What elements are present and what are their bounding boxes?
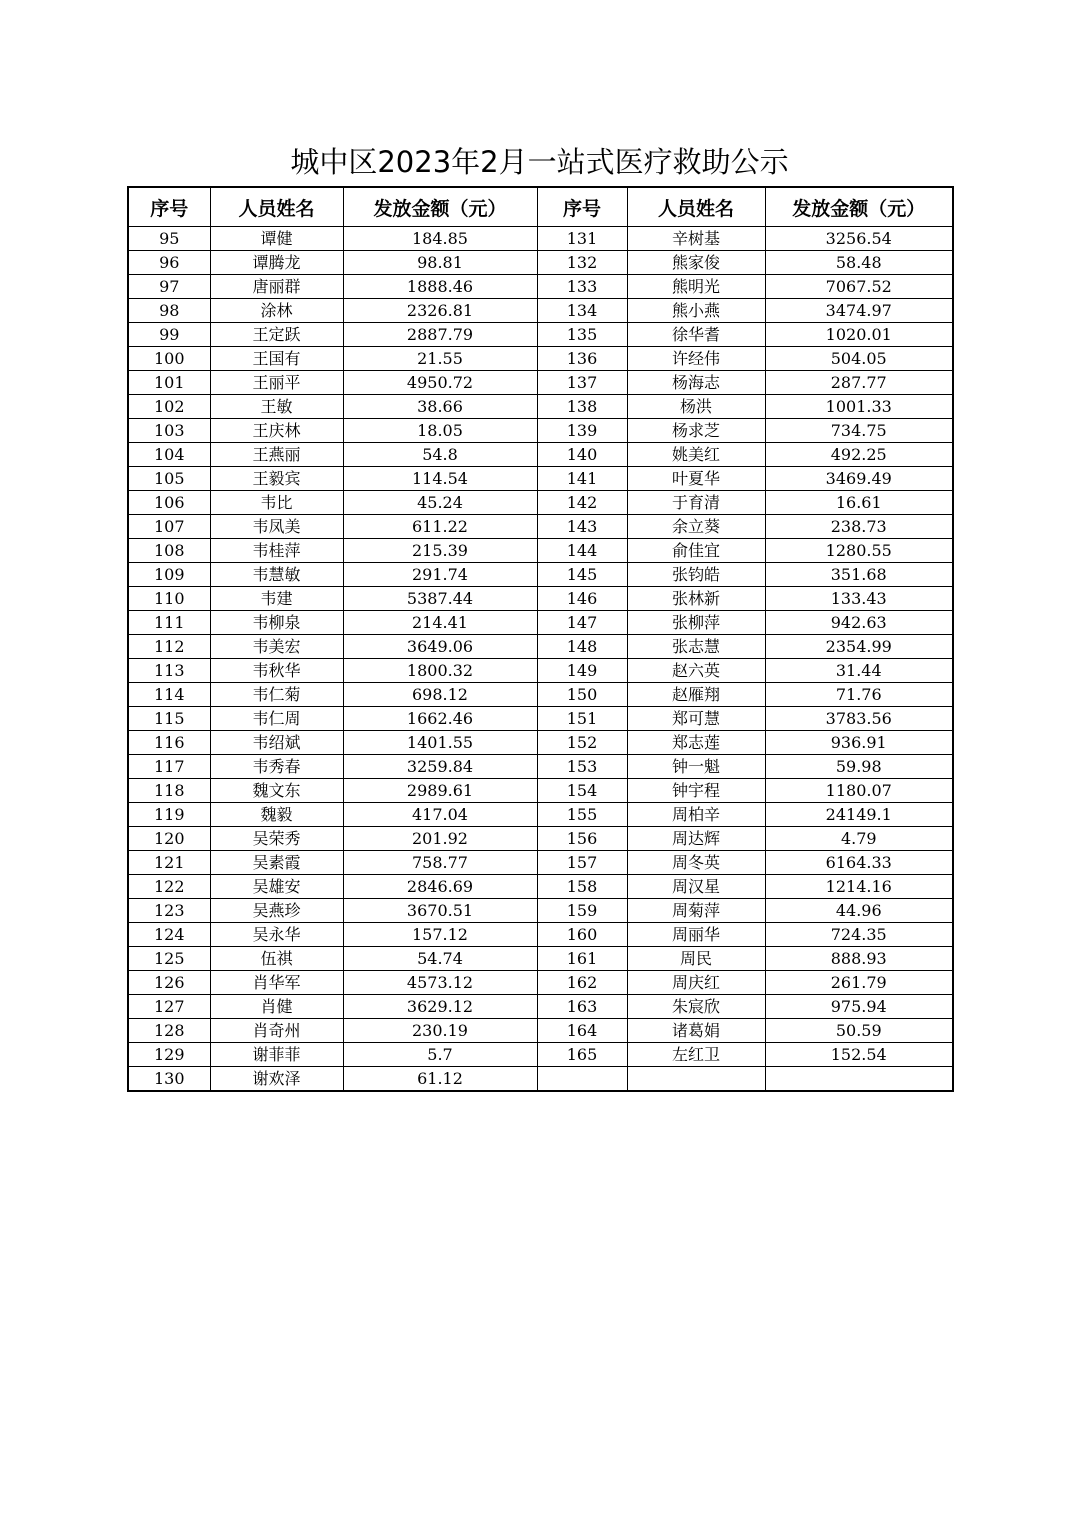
name-cell: 韦秀春 <box>210 755 343 779</box>
amount-cell: 2887.79 <box>343 323 537 347</box>
name-cell: 王敏 <box>210 395 343 419</box>
name-cell: 周汉星 <box>627 875 765 899</box>
amount-cell: 3649.06 <box>343 635 537 659</box>
serial-cell: 157 <box>537 851 627 875</box>
name-cell: 肖健 <box>210 995 343 1019</box>
amount-cell: 4950.72 <box>343 371 537 395</box>
amount-cell: 4.79 <box>765 827 953 851</box>
column-header-amount-right: 发放金额（元） <box>765 187 953 227</box>
serial-cell: 113 <box>128 659 210 683</box>
name-cell: 王庆林 <box>210 419 343 443</box>
serial-cell: 148 <box>537 635 627 659</box>
serial-cell: 164 <box>537 1019 627 1043</box>
table-row <box>128 1067 953 1092</box>
amount-cell: 133.43 <box>765 587 953 611</box>
serial-cell: 140 <box>537 443 627 467</box>
serial-cell: 151 <box>537 707 627 731</box>
table-row <box>128 227 953 251</box>
serial-cell: 108 <box>128 539 210 563</box>
page-title: 城中区2023年2月一站式医疗救助公示 <box>290 145 789 179</box>
amount-cell: 230.19 <box>343 1019 537 1043</box>
amount-cell: 18.05 <box>343 419 537 443</box>
name-cell: 伍祺 <box>210 947 343 971</box>
amount-cell: 31.44 <box>765 659 953 683</box>
serial-cell: 96 <box>128 251 210 275</box>
serial-cell: 139 <box>537 419 627 443</box>
name-cell: 肖华军 <box>210 971 343 995</box>
serial-cell: 106 <box>128 491 210 515</box>
name-cell: 赵六英 <box>627 659 765 683</box>
serial-cell: 143 <box>537 515 627 539</box>
amount-cell: 1280.55 <box>765 539 953 563</box>
table-header-row <box>128 187 953 227</box>
amount-cell: 1888.46 <box>343 275 537 299</box>
serial-cell: 98 <box>128 299 210 323</box>
name-cell: 周庆红 <box>627 971 765 995</box>
table-row <box>128 515 953 539</box>
serial-cell: 130 <box>128 1067 210 1092</box>
amount-cell: 184.85 <box>343 227 537 251</box>
serial-cell: 142 <box>537 491 627 515</box>
name-cell: 韦美宏 <box>210 635 343 659</box>
amount-cell: 201.92 <box>343 827 537 851</box>
serial-cell: 161 <box>537 947 627 971</box>
amount-cell: 287.77 <box>765 371 953 395</box>
name-cell: 周柏辛 <box>627 803 765 827</box>
amount-cell: 98.81 <box>343 251 537 275</box>
table-row <box>128 491 953 515</box>
name-cell: 张林新 <box>627 587 765 611</box>
amount-cell: 936.91 <box>765 731 953 755</box>
table-row <box>128 659 953 683</box>
serial-cell: 118 <box>128 779 210 803</box>
table-row <box>128 443 953 467</box>
table-row <box>128 539 953 563</box>
table-row <box>128 251 953 275</box>
name-cell: 杨海志 <box>627 371 765 395</box>
serial-cell: 111 <box>128 611 210 635</box>
amount-cell: 152.54 <box>765 1043 953 1067</box>
amount-cell: 1020.01 <box>765 323 953 347</box>
table-row <box>128 971 953 995</box>
serial-cell: 114 <box>128 683 210 707</box>
amount-cell: 7067.52 <box>765 275 953 299</box>
table-row <box>128 1019 953 1043</box>
table-row <box>128 1043 953 1067</box>
amount-cell: 44.96 <box>765 899 953 923</box>
amount-cell: 698.12 <box>343 683 537 707</box>
name-cell: 王定跃 <box>210 323 343 347</box>
name-cell: 涂林 <box>210 299 343 323</box>
name-cell: 余立葵 <box>627 515 765 539</box>
amount-cell: 1001.33 <box>765 395 953 419</box>
table-row <box>128 395 953 419</box>
amount-cell: 3469.49 <box>765 467 953 491</box>
serial-cell: 115 <box>128 707 210 731</box>
table-row <box>128 419 953 443</box>
table-row <box>128 299 953 323</box>
amount-cell: 942.63 <box>765 611 953 635</box>
amount-cell: 38.66 <box>343 395 537 419</box>
name-cell: 钟宇程 <box>627 779 765 803</box>
name-cell: 王丽平 <box>210 371 343 395</box>
name-cell: 韦桂萍 <box>210 539 343 563</box>
name-cell: 周菊萍 <box>627 899 765 923</box>
amount-cell: 16.61 <box>765 491 953 515</box>
name-cell: 熊小燕 <box>627 299 765 323</box>
amount-cell: 1180.07 <box>765 779 953 803</box>
amount-cell: 758.77 <box>343 851 537 875</box>
serial-cell: 129 <box>128 1043 210 1067</box>
name-cell: 韦仁周 <box>210 707 343 731</box>
name-cell: 王燕丽 <box>210 443 343 467</box>
serial-cell: 147 <box>537 611 627 635</box>
amount-cell: 492.25 <box>765 443 953 467</box>
name-cell: 谭腾龙 <box>210 251 343 275</box>
serial-cell: 116 <box>128 731 210 755</box>
table-row <box>128 779 953 803</box>
name-cell: 诸葛娟 <box>627 1019 765 1043</box>
serial-cell: 124 <box>128 923 210 947</box>
serial-cell: 160 <box>537 923 627 947</box>
name-cell: 吴荣秀 <box>210 827 343 851</box>
table-row <box>128 275 953 299</box>
amount-cell: 291.74 <box>343 563 537 587</box>
table-row <box>128 899 953 923</box>
name-cell: 左红卫 <box>627 1043 765 1067</box>
amount-cell: 4573.12 <box>343 971 537 995</box>
table-row <box>128 755 953 779</box>
serial-cell: 165 <box>537 1043 627 1067</box>
amount-cell: 5.7 <box>343 1043 537 1067</box>
name-cell: 辛树基 <box>627 227 765 251</box>
amount-cell: 45.24 <box>343 491 537 515</box>
serial-cell: 155 <box>537 803 627 827</box>
amount-cell: 724.35 <box>765 923 953 947</box>
medical-aid-table <box>127 186 954 1092</box>
amount-cell: 975.94 <box>765 995 953 1019</box>
amount-cell: 3256.54 <box>765 227 953 251</box>
name-cell: 王国有 <box>210 347 343 371</box>
name-cell: 周达辉 <box>627 827 765 851</box>
name-cell: 韦柳泉 <box>210 611 343 635</box>
name-cell: 杨求芝 <box>627 419 765 443</box>
amount-cell: 734.75 <box>765 419 953 443</box>
column-header-name-right: 人员姓名 <box>627 187 765 227</box>
serial-cell: 123 <box>128 899 210 923</box>
serial-cell: 105 <box>128 467 210 491</box>
column-header-amount-left: 发放金额（元） <box>343 187 537 227</box>
amount-cell: 1800.32 <box>343 659 537 683</box>
name-cell: 魏毅 <box>210 803 343 827</box>
serial-cell: 121 <box>128 851 210 875</box>
table-row <box>128 467 953 491</box>
name-cell <box>627 1067 765 1092</box>
serial-cell: 146 <box>537 587 627 611</box>
amount-cell: 888.93 <box>765 947 953 971</box>
name-cell: 周丽华 <box>627 923 765 947</box>
name-cell: 张柳萍 <box>627 611 765 635</box>
amount-cell: 24149.1 <box>765 803 953 827</box>
name-cell: 韦慧敏 <box>210 563 343 587</box>
table-row <box>128 347 953 371</box>
name-cell: 谢欢泽 <box>210 1067 343 1092</box>
name-cell: 吴永华 <box>210 923 343 947</box>
table-row <box>128 803 953 827</box>
serial-cell: 133 <box>537 275 627 299</box>
serial-cell: 97 <box>128 275 210 299</box>
table-row <box>128 923 953 947</box>
amount-cell: 1401.55 <box>343 731 537 755</box>
name-cell: 肖奇州 <box>210 1019 343 1043</box>
amount-cell: 3670.51 <box>343 899 537 923</box>
amount-cell: 1214.16 <box>765 875 953 899</box>
serial-cell: 134 <box>537 299 627 323</box>
amount-cell: 2354.99 <box>765 635 953 659</box>
serial-cell: 120 <box>128 827 210 851</box>
name-cell: 张志慧 <box>627 635 765 659</box>
amount-cell: 2326.81 <box>343 299 537 323</box>
name-cell: 熊家俊 <box>627 251 765 275</box>
table-row <box>128 563 953 587</box>
name-cell: 熊明光 <box>627 275 765 299</box>
name-cell: 吴素霞 <box>210 851 343 875</box>
name-cell: 俞佳宜 <box>627 539 765 563</box>
serial-cell: 128 <box>128 1019 210 1043</box>
amount-cell <box>765 1067 953 1092</box>
serial-cell: 99 <box>128 323 210 347</box>
serial-cell: 126 <box>128 971 210 995</box>
serial-cell: 154 <box>537 779 627 803</box>
serial-cell: 162 <box>537 971 627 995</box>
serial-cell: 125 <box>128 947 210 971</box>
serial-cell: 131 <box>537 227 627 251</box>
amount-cell: 3783.56 <box>765 707 953 731</box>
serial-cell: 158 <box>537 875 627 899</box>
serial-cell: 110 <box>128 587 210 611</box>
amount-cell: 50.59 <box>765 1019 953 1043</box>
serial-cell: 141 <box>537 467 627 491</box>
serial-cell: 153 <box>537 755 627 779</box>
serial-cell: 122 <box>128 875 210 899</box>
serial-cell: 100 <box>128 347 210 371</box>
name-cell: 韦比 <box>210 491 343 515</box>
amount-cell: 238.73 <box>765 515 953 539</box>
name-cell: 朱宸欣 <box>627 995 765 1019</box>
serial-cell: 127 <box>128 995 210 1019</box>
amount-cell: 2989.61 <box>343 779 537 803</box>
name-cell: 韦凤美 <box>210 515 343 539</box>
amount-cell: 261.79 <box>765 971 953 995</box>
serial-cell: 156 <box>537 827 627 851</box>
name-cell: 谭健 <box>210 227 343 251</box>
table-row <box>128 323 953 347</box>
table-row <box>128 995 953 1019</box>
serial-cell: 145 <box>537 563 627 587</box>
name-cell: 张钧皓 <box>627 563 765 587</box>
table-row <box>128 827 953 851</box>
name-cell: 郑可慧 <box>627 707 765 731</box>
name-cell: 谢菲菲 <box>210 1043 343 1067</box>
serial-cell: 138 <box>537 395 627 419</box>
name-cell: 魏文东 <box>210 779 343 803</box>
serial-cell: 152 <box>537 731 627 755</box>
table-row <box>128 875 953 899</box>
amount-cell: 417.04 <box>343 803 537 827</box>
serial-cell: 101 <box>128 371 210 395</box>
table-row <box>128 851 953 875</box>
name-cell: 于育清 <box>627 491 765 515</box>
name-cell: 王毅宾 <box>210 467 343 491</box>
amount-cell: 58.48 <box>765 251 953 275</box>
column-header-serial-left: 序号 <box>128 187 210 227</box>
amount-cell: 61.12 <box>343 1067 537 1092</box>
column-header-serial-right: 序号 <box>537 187 627 227</box>
table-row <box>128 947 953 971</box>
amount-cell: 6164.33 <box>765 851 953 875</box>
serial-cell: 144 <box>537 539 627 563</box>
name-cell: 周冬英 <box>627 851 765 875</box>
name-cell: 韦秋华 <box>210 659 343 683</box>
name-cell: 赵雁翔 <box>627 683 765 707</box>
name-cell: 姚美红 <box>627 443 765 467</box>
name-cell: 叶夏华 <box>627 467 765 491</box>
amount-cell: 214.41 <box>343 611 537 635</box>
serial-cell: 117 <box>128 755 210 779</box>
serial-cell: 132 <box>537 251 627 275</box>
amount-cell: 3629.12 <box>343 995 537 1019</box>
amount-cell: 3474.97 <box>765 299 953 323</box>
amount-cell: 504.05 <box>765 347 953 371</box>
table-row <box>128 707 953 731</box>
name-cell: 许经伟 <box>627 347 765 371</box>
name-cell: 唐丽群 <box>210 275 343 299</box>
column-header-name-left: 人员姓名 <box>210 187 343 227</box>
name-cell: 杨洪 <box>627 395 765 419</box>
name-cell: 钟一魁 <box>627 755 765 779</box>
amount-cell: 5387.44 <box>343 587 537 611</box>
name-cell: 徐华耆 <box>627 323 765 347</box>
table-row <box>128 371 953 395</box>
table-row <box>128 731 953 755</box>
serial-cell: 137 <box>537 371 627 395</box>
name-cell: 吴雄安 <box>210 875 343 899</box>
amount-cell: 1662.46 <box>343 707 537 731</box>
name-cell: 吴燕珍 <box>210 899 343 923</box>
table-row <box>128 611 953 635</box>
amount-cell: 3259.84 <box>343 755 537 779</box>
amount-cell: 114.54 <box>343 467 537 491</box>
name-cell: 韦建 <box>210 587 343 611</box>
amount-cell: 351.68 <box>765 563 953 587</box>
serial-cell: 135 <box>537 323 627 347</box>
serial-cell: 95 <box>128 227 210 251</box>
serial-cell: 149 <box>537 659 627 683</box>
amount-cell: 21.55 <box>343 347 537 371</box>
amount-cell: 54.8 <box>343 443 537 467</box>
amount-cell: 71.76 <box>765 683 953 707</box>
serial-cell <box>537 1067 627 1092</box>
amount-cell: 215.39 <box>343 539 537 563</box>
serial-cell: 104 <box>128 443 210 467</box>
amount-cell: 611.22 <box>343 515 537 539</box>
amount-cell: 54.74 <box>343 947 537 971</box>
serial-cell: 109 <box>128 563 210 587</box>
serial-cell: 107 <box>128 515 210 539</box>
serial-cell: 103 <box>128 419 210 443</box>
name-cell: 郑志莲 <box>627 731 765 755</box>
serial-cell: 159 <box>537 899 627 923</box>
serial-cell: 102 <box>128 395 210 419</box>
table-body <box>128 227 953 1092</box>
table-row <box>128 635 953 659</box>
amount-cell: 157.12 <box>343 923 537 947</box>
name-cell: 韦绍斌 <box>210 731 343 755</box>
serial-cell: 136 <box>537 347 627 371</box>
amount-cell: 59.98 <box>765 755 953 779</box>
serial-cell: 119 <box>128 803 210 827</box>
serial-cell: 112 <box>128 635 210 659</box>
table-row <box>128 683 953 707</box>
amount-cell: 2846.69 <box>343 875 537 899</box>
serial-cell: 163 <box>537 995 627 1019</box>
name-cell: 韦仁菊 <box>210 683 343 707</box>
serial-cell: 150 <box>537 683 627 707</box>
name-cell: 周民 <box>627 947 765 971</box>
table-row <box>128 587 953 611</box>
